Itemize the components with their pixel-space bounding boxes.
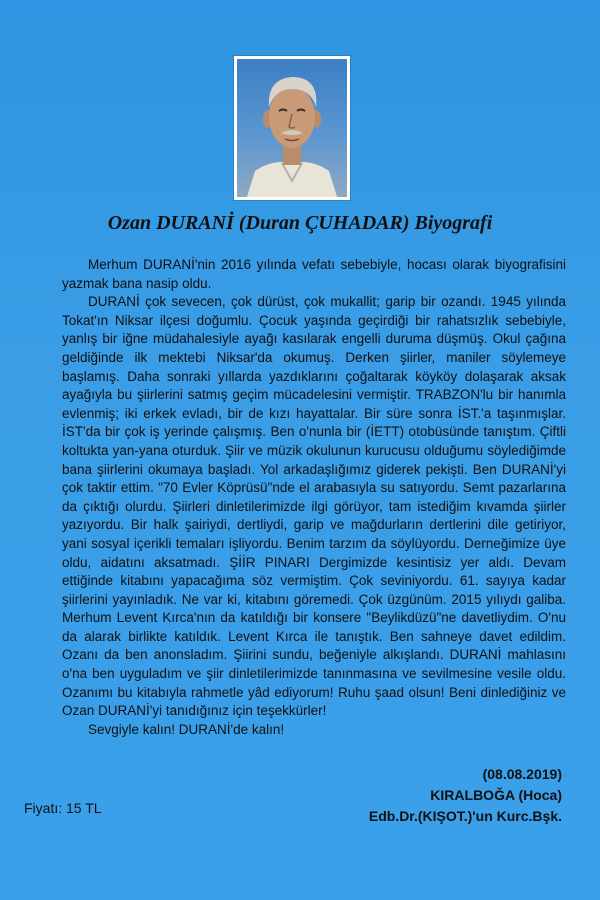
paragraph: Merhum DURANİ'nin 2016 yılında vefatı sebebiyle, hocası olarak biyografisini yazmak bana nasip oldu.: [62, 257, 566, 291]
paragraph: Sevgiyle kalın! DURANİ'de kalın!: [88, 721, 285, 737]
page-title: Ozan DURANİ (Duran ÇUHADAR) Biyografi: [107, 212, 493, 234]
signature-org: Edb.Dr.(KIŞOT.)'un Kurc.Bşk.: [368, 808, 562, 824]
biography-text: [62, 256, 566, 739]
portrait-illustration: [237, 59, 347, 197]
signature-date: (08.08.2019): [482, 766, 562, 782]
paragraph: DURANİ çok sevecen, çok dürüst, çok mukallit; garip bir ozandı. 1945 yılında Tokat'ın Niksar ilçesi doğumlu. Çocuk yaşında geçirdiği bir rahatsızlık sebebiyle, yanlış bir iğne müdahalesiyle ayağı kasılarak engelli duruma düşmüş. Okul çağına geldiğinde ilk mektebi Niksar'da okumuş. Derken şiirler, maniler söylemeye başlamış. Daha sonraki yıllarda yazdıklarını çoğaltarak köyköy dolaşarak aksak ayağıyla bu şiirlerini satmış geçim mücadelesini vermiştir. TRABZON'lu bir hanımla evlenmiş; iki erkek evladı, bir de kızı hayattalar. Bir süre sonra İST.'a taşınmışlar. İST'da bir çok iş yerinde çalışmış. Ben o'nunla bir (İETT) otobüsünde tanıştım. Çiftli koltukta yan-yana oturduk. Şiir ve müzik okulunun kurucusu olduğumu söylediğimde bana şiirlerini okumaya başladı. Yol arkadaşlığımız giderek pekişti. Ben DURANİ'yi çok taktir ettim. "70 Evler Köprüsü"nde el arabasıyla su satıyordu. Semt pazarlarına da çıktığı olurdu. Şiirleri dinletilerimizde ilgi görüyor, tam istediğim kıvamda şiirler yazıyordu. Bir halk şairiydi, dertliydi, garip ve mağdurların dertlerini dile getiriyor, yani sosyal içerikli temaları işliyordu. Benim tarzım da söylüyordu. Derneğimize üye oldu, aidatını aksatmadı. ŞİİR PINARI Dergimizde kesintisiz yer aldı. Devam ettiğinde kitabını yapacağıma söz vermiştim. Çok seviniyordu. 61. sayıya kadar şiirlerini yayınladık. Ne var ki, kitabını göremedi. Çok üzgünüm. 2015 yılıydı galiba. Merhum Levent Kırca'nın da katıldığı bir konsere "Beylikdüzü"ne davetliydim. O'nu da alarak birlikte katıldık. Levent Kırca ile tanıştık. Ben sahneye davet edildim. Ozanı da ben anonsladım. Şiirini sundu, beğeniyle alkışlandı. DURANİ mahlasını o'na ben uyguladım ve şiir dinletilerimizde tanınmasına ve sevilmesine vesile oldu. Ozanımı bu kitabıyla rahmetle yâd ediyorum! Ruhu şaad olsun! Beni dinlediğiniz ve Ozan DURANİ'yi tanıdığınız için teşekkürler!: [62, 294, 566, 719]
author-photo: [234, 56, 350, 200]
signature-block: [369, 764, 562, 827]
price-label: Fiyatı: 15 TL: [24, 800, 102, 816]
signature-name: KIRALBOĞA (Hoca): [430, 787, 562, 803]
portrait-image: [237, 59, 347, 197]
